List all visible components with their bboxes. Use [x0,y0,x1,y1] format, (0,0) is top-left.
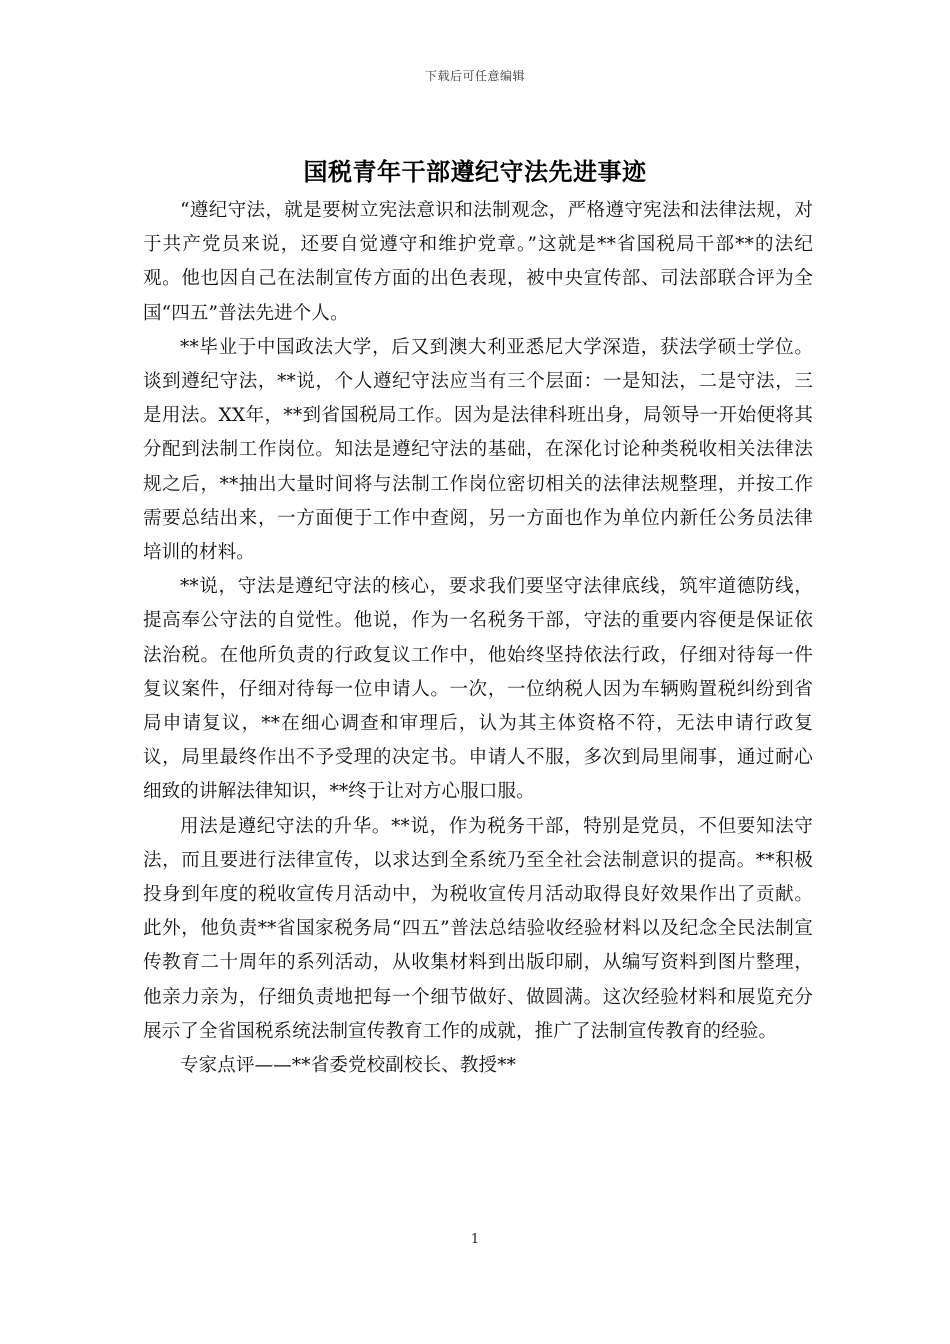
header-note: 下载后可任意编辑 [424,69,525,83]
paragraph-4: 用法是遵纪守法的升华。**说，作为税务干部，特别是党员，不但要知法守法，而且要进行法律宣传，以求达到全系统乃至全社会法制意识的提高。**积极投身到年度的税收宣传月活动中，为税收宣传月活动取得良好效果作出了贡献。此外，他负责**省国家税务局“四五”普法总结验收经验材料以及纪念全民法制宣传教育二十周年的系列活动，从收集材料到出版印刷，从编写资料到图片整理，他亲力亲为，仔细负责地把每一个细节做好、做圆满。这次经验材料和展览充分展示了全省国税系统法制宣传教育工作的成就，推广了法制宣传教育的经验。 [143,815,813,1042]
paragraph-5: 专家点评——**省委党校副校长、教授** [180,1055,517,1077]
page-title: 国税青年干部遵纪守法先进事迹 [303,157,647,186]
paragraph-1: “遵纪守法，就是要树立宪法意识和法制观念，严格遵守宪法和法律法规，对于共产党员来说，还要自觉遵守和维护党章。”这就是**省国税局干部**的法纪观。他也因自己在法制宣传方面的出色表现，被中央宣传部、司法部联合评为全国“四五”普法先进个人。 [143,200,813,324]
paragraph-2: **毕业于中国政法大学，后又到澳大利亚悉尼大学深造，获法学硕士学位。谈到遵纪守法，**说，个人遵纪守法应当有三个层面：一是知法，二是守法，三是用法。XX年，**到省国税局工作。因为是法律科班出身，局领导一开始便将其分配到法制工作岗位。知法是遵纪守法的基础，在深化讨论种类税收相关法律法规之后，**抽出大量时间将与法制工作岗位密切相关的法律法规整理，并按工作需要总结出来，一方面便于工作中查阅，另一方面也作为单位内新任公务员法律培训的材料。 [143,336,813,564]
page-number: 1 [470,1232,480,1247]
paragraph-3: **说，守法是遵纪守法的核心，要求我们要坚守法律底线，筑牢道德防线，提高奉公守法的自觉性。他说，作为一名税务干部，守法的重要内容便是保证依法治税。在他所负责的行政复议工作中，他始终坚持依法行政，仔细对待每一件复议案件，仔细对待每一位申请人。一次，一位纳税人因为车辆购置税纠纷到省局申请复议，**在细心调查和审理后，认为其主体资格不符，无法申请行政复议，局里最终作出不予受理的决定书。申请人不服，多次到局里闹事，通过耐心细致的讲解法律知识，**终于让对方心服口服。 [143,576,813,803]
document-body [143,194,813,1083]
